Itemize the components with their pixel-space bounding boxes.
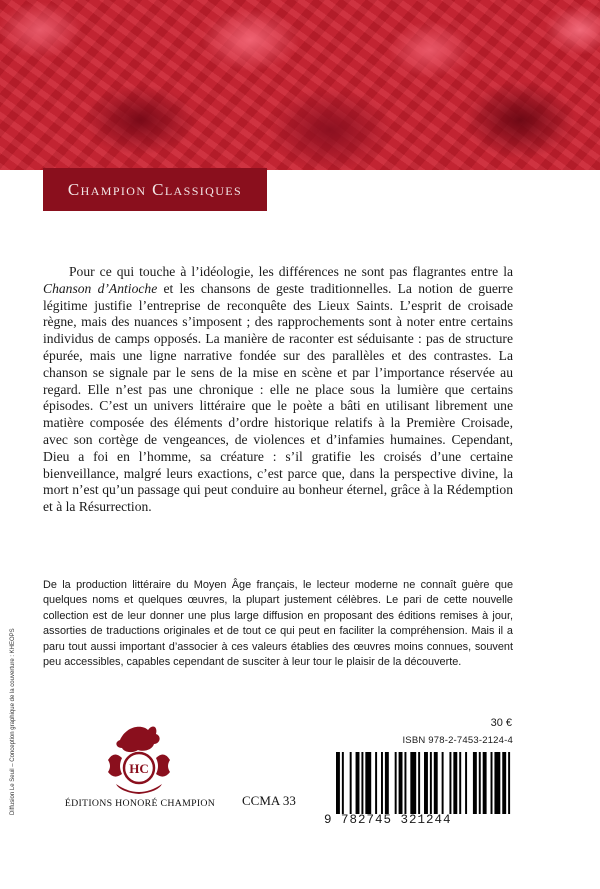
barcode-bar [479,752,481,814]
barcode-bar [365,752,371,814]
collection-name: Champion Classiques [67,179,243,199]
barcode-bar [356,752,360,814]
publisher-name: ÉDITIONS HONORÉ CHAMPION [64,798,216,809]
barcode-bar [395,752,397,814]
barcode-bar [502,752,506,814]
book-title: Chanson d’Antioche [43,280,158,296]
barcode-bar [442,752,444,814]
barcode-bar [449,752,451,814]
barcode-bar [410,752,416,814]
price: 30 € [490,717,512,729]
collection-description: De la production littéraire du Moyen Âge français, le lecteur moderne ne connaît guère que quelques noms et quelques œuvres, la plupart justement célèbres. Le pari de cette nouvelle collection est de leur donner une plus large diffusion en proposant des éditions remises à jour, assorties de traductions originales et de tout ce qui peut en faciliter la compréhension. Mais il a paru tout aussi important d’associer à ces valeurs établies des œuvres moins connues, souvent peu accessibles, capables cependant de susciter à leur tour le plaisir de la découverte. [43,579,513,669]
barcode-bar [491,752,493,814]
barcode-bar [336,752,340,814]
barcode-bar [434,752,438,814]
barcode-bar [459,752,461,814]
barcode-bar [424,752,428,814]
back-cover-blurb [43,264,513,516]
isbn: ISBN 978-2-7453-2124-4 [402,735,513,746]
series-number: CCMA 33 [242,793,296,808]
barcode-bar [375,752,377,814]
side-credit: Diffusion Le Seuil – Conception graphique de la couverture : KHEOPS [10,628,16,815]
blurb-after-title: et les chansons de geste traditionnelles. La notion de guerre légitime justifie l’entreprise de reconquête des Lieux Saints. L’esprit de croisade règne, mais des nuances s’imposent ; des rapprochements sont à noter entre certains individus de camps opposés. La manière de raconter est séduisante : pas de structure épurée, mais une ligne narrative fondée sur des parallèles et des contrastes. La chanson se signale par le sens de la mise en scène et par l’importance réservée au regard. Elle n’est pas une chronique : elle ne place sous la lumière que certains épisodes. C’est un univers littéraire que le poète a bâti en utilisant librement une matière composée des éléments d’ordre historique relatifs à la Première Croisade, avec son cortège de vengeances, de violences et d’infamies humaines. Cependant, Dieu a foi en l’homme, sa créature : s’il gratifie les croisés d’une certaine bienveillance, malgré leurs exactions, c’est parce que, dans la perspective divine, la mort n’est qu’un passage qui peut conduire au bonheur éternel, grâce à la Rédemption et à la Résurrection. [43,280,513,515]
barcode-bar [342,752,344,814]
barcode-bar [385,752,389,814]
logo-monogram: HC [129,761,149,776]
barcode-digits: 9 782745 321244 [324,813,452,827]
barcode-bar [418,752,420,814]
barcode [336,752,514,814]
barcode-bar [465,752,467,814]
barcode-bar [494,752,500,814]
barcode-bar [381,752,383,814]
collection-badge [43,168,267,211]
blurb-before-title: Pour ce qui touche à l’idéologie, les différences ne sont pas flagrantes entre la [69,264,513,279]
publisher-logo [98,720,180,798]
barcode-bar [404,752,406,814]
barcode-bar [483,752,487,814]
barcode-bar [350,752,352,814]
barcode-bar [453,752,457,814]
marbled-red-banner [0,0,600,170]
barcode-bar [508,752,510,814]
barcode-bar [473,752,477,814]
barcode-bar [430,752,432,814]
barcode-bar [361,752,363,814]
barcode-bar [399,752,403,814]
